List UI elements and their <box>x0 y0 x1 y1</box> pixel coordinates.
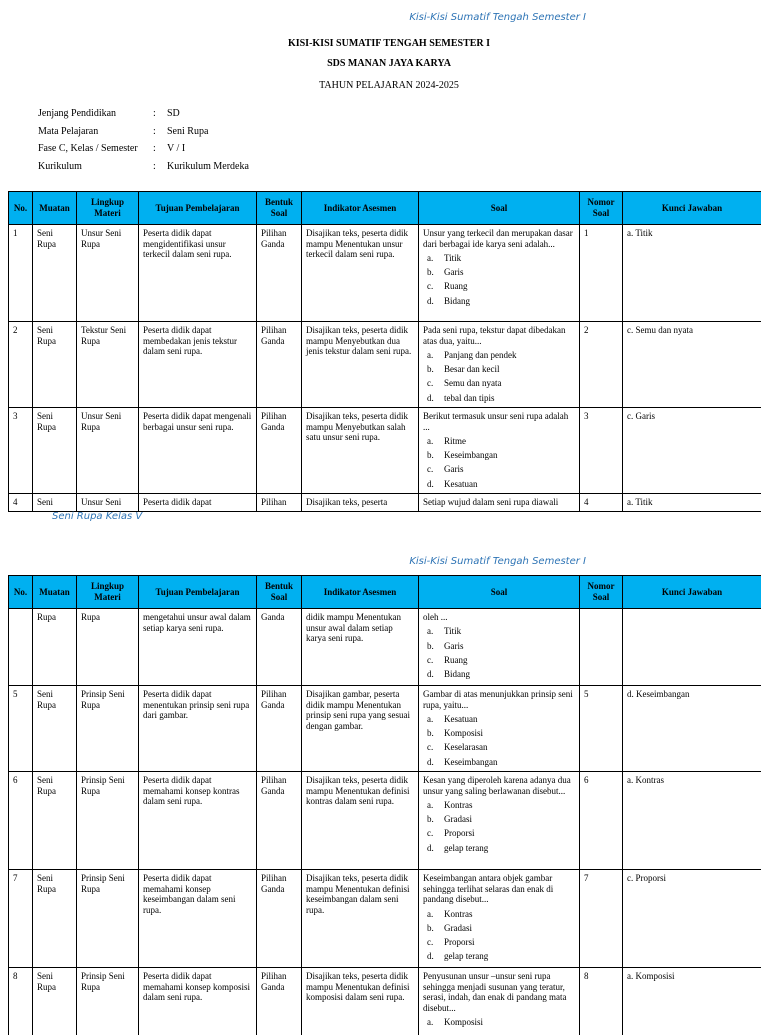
cell-indikator-asesmen: Disajikan teks, peserta didik mampu Menentukan definisi keseimbangan dalam seni rupa. <box>302 869 419 967</box>
cell-indikator-asesmen: Disajikan teks, peserta didik mampu Menyebutkan dua jenis tekstur dalam seni rupa. <box>302 322 419 408</box>
option-text: Ruang <box>444 281 468 292</box>
answer-options <box>423 625 575 682</box>
cell-nomor-soal: 7 <box>580 869 623 967</box>
meta-separator: : <box>153 126 167 144</box>
answer-option <box>423 477 575 491</box>
answer-option <box>423 827 575 841</box>
option-letter: c. <box>423 281 444 292</box>
meta-label: Fase C, Kelas / Semester <box>38 143 153 161</box>
option-text: Komposisi <box>444 1017 483 1028</box>
header-row <box>9 192 762 225</box>
academic-year: TAHUN PELAJARAN 2024-2025 <box>0 80 768 91</box>
cell-nomor-soal: 8 <box>580 967 623 1035</box>
meta-value: Seni Rupa <box>167 126 208 144</box>
option-letter: d. <box>423 843 444 854</box>
question-text: Setiap wujud dalam seni rupa diawali <box>423 497 575 508</box>
option-letter: c. <box>423 464 444 475</box>
answer-option <box>423 251 575 265</box>
cell-tujuan-pembelajaran: Peserta didik dapat menentukan prinsip seni rupa dari gambar. <box>139 686 257 772</box>
col-indikator-asesmen-header: Indikator Asesmen <box>302 576 419 609</box>
cell-soal <box>419 494 580 513</box>
option-letter: c. <box>423 937 444 948</box>
cell-kunci-jawaban: c. Garis <box>623 408 762 494</box>
col-muatan-header: Muatan <box>33 576 77 609</box>
cell-kunci-jawaban: c. Semu dan nyata <box>623 322 762 408</box>
question-text: Unsur yang terkecil dan merupakan dasar dari berbagai ide karya seni adalah... <box>423 228 575 249</box>
option-text: tebal dan tipis <box>444 393 495 404</box>
option-text: Proporsi <box>444 937 475 948</box>
meta-label: Kurikulum <box>38 161 153 179</box>
col-kunci-jawaban-header: Kunci Jawaban <box>623 192 762 225</box>
col-no-header: No. <box>9 192 33 225</box>
meta-row-kurikulum <box>38 161 249 179</box>
col-lingkup-materi-header: Lingkup Materi <box>77 576 139 609</box>
cell-indikator-asesmen: Disajikan teks, peserta didik mampu Menentukan definisi kontras dalam seni rupa. <box>302 771 419 869</box>
option-letter: d. <box>423 951 444 962</box>
answer-options <box>423 798 575 855</box>
option-letter: a. <box>423 1017 444 1028</box>
option-letter: a. <box>423 626 444 637</box>
table-body <box>9 609 762 1035</box>
answer-options <box>423 907 575 964</box>
option-letter: a. <box>423 714 444 725</box>
cell-muatan: Seni Rupa <box>33 225 77 322</box>
table-header <box>9 192 762 225</box>
meta-value: Kurikulum Merdeka <box>167 161 249 179</box>
option-text: Keseimbangan <box>444 450 497 461</box>
answer-option <box>423 907 575 921</box>
cell-soal <box>419 408 580 494</box>
meta-row-jenjang <box>38 108 249 126</box>
answer-options <box>423 712 575 769</box>
option-text: Panjang dan pendek <box>444 350 516 361</box>
cell-nomor-soal: 3 <box>580 408 623 494</box>
option-text: Kesatuan <box>444 714 478 725</box>
option-letter: c. <box>423 655 444 666</box>
col-lingkup-materi-header: Lingkup Materi <box>77 192 139 225</box>
col-no-header: No. <box>9 576 33 609</box>
option-letter: b. <box>423 728 444 739</box>
answer-option <box>423 463 575 477</box>
table-row <box>9 322 762 408</box>
cell-lingkup-materi: Prinsip Seni Rupa <box>77 686 139 772</box>
cell-bentuk-soal: Pilihan Ganda <box>257 686 302 772</box>
cell-no: 5 <box>9 686 33 772</box>
cell-lingkup-materi: Tekstur Seni Rupa <box>77 322 139 408</box>
cell-bentuk-soal: Pilihan Ganda <box>257 322 302 408</box>
option-text: Titik <box>444 253 461 264</box>
cell-indikator-asesmen: Disajikan teks, peserta didik mampu Menentukan definisi komposisi dalam seni rupa. <box>302 967 419 1035</box>
cell-lingkup-materi: Rupa <box>77 609 139 686</box>
meta-label: Mata Pelajaran <box>38 126 153 144</box>
col-muatan-header: Muatan <box>33 192 77 225</box>
cell-indikator-asesmen: Disajikan teks, peserta didik mampu Menyebutkan salah satu unsur seni rupa. <box>302 408 419 494</box>
cell-kunci-jawaban: a. Komposisi <box>623 967 762 1035</box>
cell-nomor-soal: 5 <box>580 686 623 772</box>
option-letter: d. <box>423 669 444 680</box>
answer-option <box>423 294 575 308</box>
cell-no <box>9 609 33 686</box>
answer-option <box>423 921 575 935</box>
option-text: Titik <box>444 626 461 637</box>
option-text: Ritme <box>444 436 466 447</box>
answer-option <box>423 434 575 448</box>
question-text: Pada seni rupa, tekstur dapat dibedakan atas dua, yaitu... <box>423 325 575 346</box>
question-text: Berikut termasuk unsur seni rupa adalah ... <box>423 411 575 432</box>
cell-soal <box>419 322 580 408</box>
cell-tujuan-pembelajaran: Peserta didik dapat memahami konsep komposisi dalam seni rupa. <box>139 967 257 1035</box>
cell-nomor-soal: 4 <box>580 494 623 513</box>
answer-option <box>423 712 575 726</box>
cell-bentuk-soal: Pilihan Ganda <box>257 771 302 869</box>
cell-muatan: Seni Rupa <box>33 408 77 494</box>
answer-option <box>423 667 575 681</box>
answer-option <box>423 639 575 653</box>
option-letter: b. <box>423 267 444 278</box>
page-header-2: Kisi-Kisi Sumatif Tengah Semester I <box>0 556 586 567</box>
table-row <box>9 771 762 869</box>
table-row <box>9 225 762 322</box>
cell-tujuan-pembelajaran: Peserta didik dapat memahami konsep keseimbangan dalam seni rupa. <box>139 869 257 967</box>
answer-option <box>423 949 575 963</box>
meta-separator: : <box>153 143 167 161</box>
option-letter: c. <box>423 378 444 389</box>
question-text: Kesan yang diperoleh karena adanya dua unsur yang saling berlawanan disebut... <box>423 775 575 796</box>
option-text: Garis <box>444 267 464 278</box>
cell-soal <box>419 967 580 1035</box>
col-tujuan-pembelajaran-header: Tujuan Pembelajaran <box>139 192 257 225</box>
cell-lingkup-materi: Unsur Seni Rupa <box>77 408 139 494</box>
answer-option <box>423 348 575 362</box>
table-header <box>9 576 762 609</box>
cell-no: 7 <box>9 869 33 967</box>
cell-lingkup-materi: Prinsip Seni Rupa <box>77 869 139 967</box>
answer-options <box>423 251 575 308</box>
col-bentuk-soal-header: Bentuk Soal <box>257 576 302 609</box>
answer-option <box>423 741 575 755</box>
cell-tujuan-pembelajaran: mengetahui unsur awal dalam setiap karya seni rupa. <box>139 609 257 686</box>
meta-value: V / I <box>167 143 185 161</box>
option-text: Gradasi <box>444 814 472 825</box>
option-letter: c. <box>423 828 444 839</box>
col-soal-header: Soal <box>419 576 580 609</box>
cell-bentuk-soal: Pilihan <box>257 494 302 513</box>
cell-soal <box>419 225 580 322</box>
option-letter: a. <box>423 350 444 361</box>
option-text: Gradasi <box>444 923 472 934</box>
option-letter: a. <box>423 253 444 264</box>
answer-options <box>423 348 575 405</box>
option-text: Bidang <box>444 296 470 307</box>
cell-no: 4 <box>9 494 33 513</box>
page-footer-1: Seni Rupa Kelas V <box>52 511 142 522</box>
answer-option <box>423 841 575 855</box>
answer-option <box>423 280 575 294</box>
cell-muatan: Seni Rupa <box>33 869 77 967</box>
option-text: Komposisi <box>444 728 483 739</box>
cell-soal <box>419 686 580 772</box>
cell-soal <box>419 609 580 686</box>
option-text: Bidang <box>444 669 470 680</box>
document-metadata <box>38 108 249 178</box>
option-letter: d. <box>423 479 444 490</box>
answer-option <box>423 265 575 279</box>
answer-options <box>423 1015 575 1029</box>
table-row <box>9 686 762 772</box>
cell-bentuk-soal: Pilihan Ganda <box>257 225 302 322</box>
option-text: Semu dan nyata <box>444 378 502 389</box>
option-letter: b. <box>423 641 444 652</box>
cell-bentuk-soal: Pilihan Ganda <box>257 869 302 967</box>
question-text: Penyusunan unsur –unsur seni rupa sehingga menjadi susunan yang teratur, serasi, indah, dan enak di pandang mata disebut... <box>423 971 575 1013</box>
cell-muatan: Seni Rupa <box>33 771 77 869</box>
cell-muatan: Seni Rupa <box>33 686 77 772</box>
option-letter: a. <box>423 436 444 447</box>
option-text: gelap terang <box>444 951 488 962</box>
question-text: oleh ... <box>423 612 575 623</box>
option-text: Keselarasan <box>444 742 487 753</box>
school-name: SDS MANAN JAYA KARYA <box>0 58 768 69</box>
kisi-kisi-table-page-2 <box>8 575 761 1035</box>
option-letter: b. <box>423 814 444 825</box>
cell-indikator-asesmen: Disajikan teks, peserta <box>302 494 419 513</box>
table-body <box>9 225 762 513</box>
col-indikator-asesmen-header: Indikator Asesmen <box>302 192 419 225</box>
cell-kunci-jawaban: a. Kontras <box>623 771 762 869</box>
option-text: Kontras <box>444 909 473 920</box>
cell-indikator-asesmen: Disajikan gambar, peserta didik mampu Menentukan prinsip seni rupa yang sesuai dengan gambar. <box>302 686 419 772</box>
col-tujuan-pembelajaran-header: Tujuan Pembelajaran <box>139 576 257 609</box>
cell-tujuan-pembelajaran: Peserta didik dapat membedakan jenis tekstur dalam seni rupa. <box>139 322 257 408</box>
option-text: Kesatuan <box>444 479 478 490</box>
cell-tujuan-pembelajaran: Peserta didik dapat <box>139 494 257 513</box>
option-letter: d. <box>423 757 444 768</box>
cell-muatan: Seni Rupa <box>33 967 77 1035</box>
cell-kunci-jawaban <box>623 609 762 686</box>
answer-option <box>423 377 575 391</box>
cell-lingkup-materi: Prinsip Seni Rupa <box>77 967 139 1035</box>
table-row <box>9 967 762 1035</box>
table-row <box>9 494 762 513</box>
answer-option <box>423 391 575 405</box>
answer-option <box>423 653 575 667</box>
answer-option <box>423 935 575 949</box>
col-nomor-soal-header: Nomor Soal <box>580 576 623 609</box>
option-text: Garis <box>444 464 464 475</box>
table-row <box>9 408 762 494</box>
cell-indikator-asesmen: didik mampu Menentukan unsur awal dalam setiap karya seni rupa. <box>302 609 419 686</box>
cell-no: 1 <box>9 225 33 322</box>
meta-row-fase <box>38 143 249 161</box>
kisi-kisi-table-page-1 <box>8 191 761 512</box>
cell-kunci-jawaban: c. Proporsi <box>623 869 762 967</box>
question-text: Keseimbangan antara objek gambar sehingga terlihat selaras dan enak di pandang disebut... <box>423 873 575 905</box>
cell-no: 3 <box>9 408 33 494</box>
cell-muatan: Seni <box>33 494 77 513</box>
option-text: Proporsi <box>444 828 475 839</box>
cell-nomor-soal: 6 <box>580 771 623 869</box>
header-row <box>9 576 762 609</box>
cell-lingkup-materi: Unsur Seni Rupa <box>77 225 139 322</box>
cell-soal <box>419 771 580 869</box>
page-header-1: Kisi-Kisi Sumatif Tengah Semester I <box>0 12 586 23</box>
answer-option <box>423 625 575 639</box>
cell-nomor-soal: 2 <box>580 322 623 408</box>
cell-nomor-soal <box>580 609 623 686</box>
meta-label: Jenjang Pendidikan <box>38 108 153 126</box>
answer-option <box>423 726 575 740</box>
table-row <box>9 869 762 967</box>
cell-lingkup-materi: Unsur Seni <box>77 494 139 513</box>
cell-bentuk-soal: Ganda <box>257 609 302 686</box>
answer-option <box>423 362 575 376</box>
cell-nomor-soal: 1 <box>580 225 623 322</box>
cell-no: 2 <box>9 322 33 408</box>
answer-options <box>423 434 575 491</box>
option-text: Keseimbangan <box>444 757 497 768</box>
option-letter: c. <box>423 742 444 753</box>
answer-option <box>423 1015 575 1029</box>
cell-soal <box>419 869 580 967</box>
answer-option <box>423 755 575 769</box>
cell-muatan: Rupa <box>33 609 77 686</box>
answer-option <box>423 448 575 462</box>
col-kunci-jawaban-header: Kunci Jawaban <box>623 576 762 609</box>
option-letter: d. <box>423 296 444 307</box>
cell-indikator-asesmen: Disajikan teks, peserta didik mampu Menentukan unsur terkecil dalam seni rupa. <box>302 225 419 322</box>
col-nomor-soal-header: Nomor Soal <box>580 192 623 225</box>
cell-no: 8 <box>9 967 33 1035</box>
option-text: gelap terang <box>444 843 488 854</box>
doc-title: KISI-KISI SUMATIF TENGAH SEMESTER I <box>0 38 768 49</box>
option-letter: b. <box>423 364 444 375</box>
option-text: Besar dan kecil <box>444 364 499 375</box>
cell-tujuan-pembelajaran: Peserta didik dapat memahami konsep kontras dalam seni rupa. <box>139 771 257 869</box>
answer-option <box>423 812 575 826</box>
meta-separator: : <box>153 108 167 126</box>
meta-separator: : <box>153 161 167 179</box>
option-letter: b. <box>423 450 444 461</box>
question-text: Gambar di atas menunjukkan prinsip seni rupa, yaitu... <box>423 689 575 710</box>
cell-bentuk-soal: Pilihan Ganda <box>257 967 302 1035</box>
cell-tujuan-pembelajaran: Peserta didik dapat mengenali berbagai unsur seni rupa. <box>139 408 257 494</box>
table-row <box>9 609 762 686</box>
meta-value: SD <box>167 108 180 126</box>
option-letter: d. <box>423 393 444 404</box>
cell-kunci-jawaban: a. Titik <box>623 494 762 513</box>
cell-muatan: Seni Rupa <box>33 322 77 408</box>
col-soal-header: Soal <box>419 192 580 225</box>
cell-lingkup-materi: Prinsip Seni Rupa <box>77 771 139 869</box>
cell-bentuk-soal: Pilihan Ganda <box>257 408 302 494</box>
col-bentuk-soal-header: Bentuk Soal <box>257 192 302 225</box>
option-letter: b. <box>423 923 444 934</box>
meta-row-mapel <box>38 126 249 144</box>
cell-kunci-jawaban: a. Titik <box>623 225 762 322</box>
answer-option <box>423 798 575 812</box>
cell-no: 6 <box>9 771 33 869</box>
option-text: Kontras <box>444 800 473 811</box>
option-letter: a. <box>423 909 444 920</box>
option-text: Ruang <box>444 655 468 666</box>
cell-tujuan-pembelajaran: Peserta didik dapat mengidentifikasi unsur terkecil dalam seni rupa. <box>139 225 257 322</box>
cell-kunci-jawaban: d. Keseimbangan <box>623 686 762 772</box>
option-letter: a. <box>423 800 444 811</box>
option-text: Garis <box>444 641 464 652</box>
